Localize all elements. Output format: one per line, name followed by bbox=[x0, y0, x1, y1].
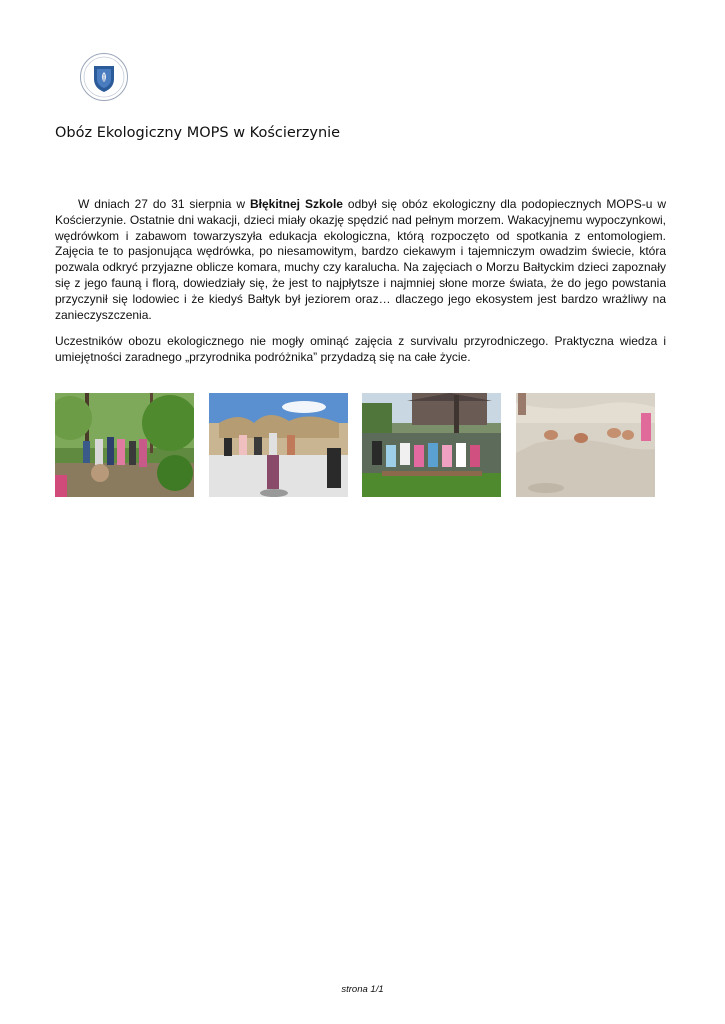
intro-text-start: W dniach 27 do 31 sierpnia w bbox=[78, 197, 250, 211]
school-logo bbox=[79, 52, 129, 102]
page-number: strona 1/1 bbox=[341, 984, 384, 995]
photo-outdoor-class bbox=[362, 393, 501, 497]
photo-buried-in-sand bbox=[516, 393, 655, 497]
photo-sand-sculpture bbox=[209, 393, 348, 497]
photo-forest-walk bbox=[55, 393, 194, 497]
page-title: Obóz Ekologiczny MOPS w Kościerzynie bbox=[55, 125, 341, 141]
school-name-bold: Błękitnej Szkole bbox=[250, 197, 343, 211]
paragraph-intro bbox=[55, 197, 666, 323]
paragraph-survival: Uczestników obozu ekologicznego nie mogły ominąć zajęcia z survivalu przyrodniczego. Praktyczna wiedza i umiejętności zaradnego „przyrodnika podróżnika” przydadzą się na całe życie. bbox=[55, 334, 666, 364]
intro-text-rest: odbył się obóz ekologiczny dla podopiecznych MOPS-u w Kościerzynie. Ostatnie dni wakacji, dzieci miały okazję spędzić nad pełnym morzem. Wakacyjnemu wypoczynkowi, wędrówkom i zabawom towarzyszyła edukacja ekologiczna, którą rozpoczęto od spotkania z entomologiem. Zajęcia te to pasjonująca wędrówka, po niesamowitym, bardzo ciekawym i tajemniczym owadzim świecie, która pozwala odkryć przyjazne oblicze komara, muchy czy karalucha. Na zajęciach o Morzu Bałtyckim dzieci zapoznały się z jego fauną i florą, dowiedziały się, że jest to najpłytsze i najmniej słone morze świata, że do jego powstania przyczynił się lodowiec i że kiedyś Bałtyk był jeziorem oraz… dlaczego jego ekosystem jest bardzo wrażliwy na zanieczyszczenia. bbox=[55, 197, 666, 322]
